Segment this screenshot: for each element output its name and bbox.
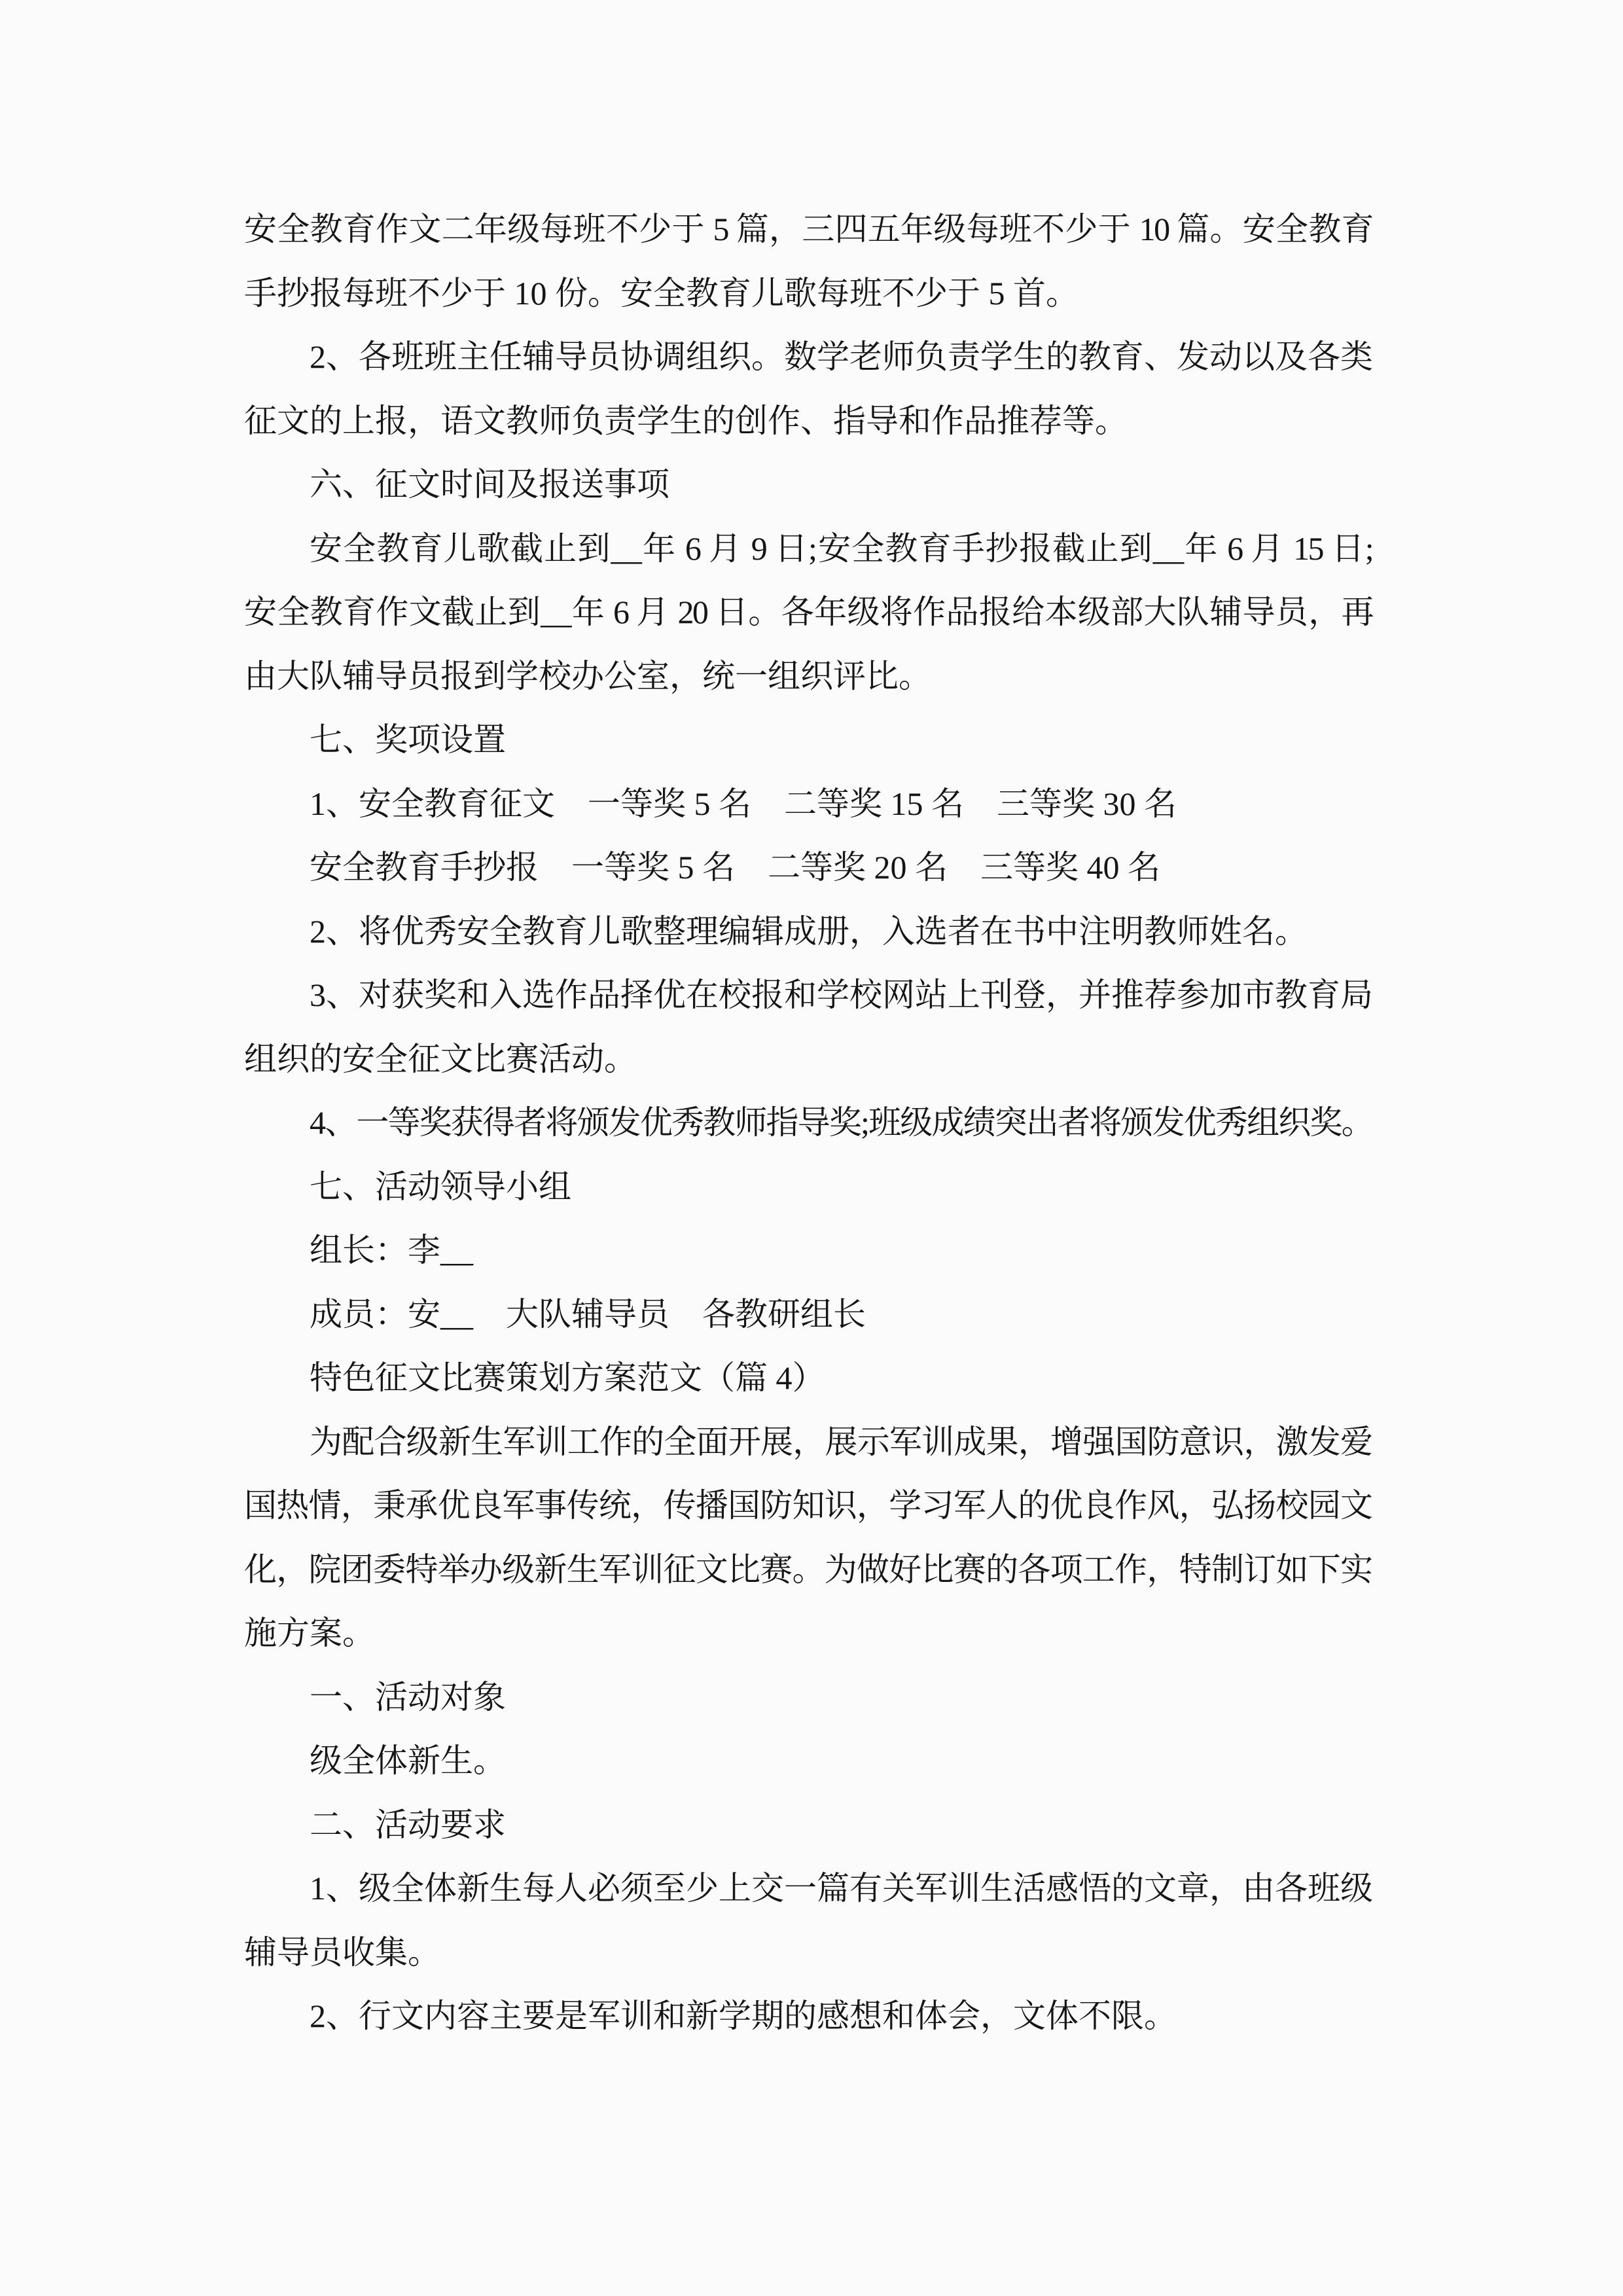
text-line: 国热情，秉承优良军事传统，传播国防知识，学习军人的优良作风，弘扬校园文 xyxy=(244,1487,1372,1524)
text-line: 安全教育作文二年级每班不少于 5 篇，三四五年级每班不少于 10 篇。安全教育 xyxy=(244,211,1372,247)
text-line: 组织的安全征文比赛活动。 xyxy=(244,1040,637,1077)
text-line: 化，院团委特举办级新生军训征文比赛。为做好比赛的各项工作，特制订如下实 xyxy=(244,1551,1372,1588)
text-line: 由大队辅导员报到学校办公室，统一组织评比。 xyxy=(244,657,931,694)
text-line: 1、安全教育征文 一等奖 5 名 二等奖 15 名 三等奖 30 名 xyxy=(310,785,1177,822)
text-line: 七、活动领导小组 xyxy=(310,1168,571,1205)
text-line: 手抄报每班不少于 10 份。安全教育儿歌每班不少于 5 首。 xyxy=(244,274,1079,312)
text-line: 1、级全体新生每人必须至少上交一篇有关军训生活感悟的文章，由各班级 xyxy=(310,1870,1372,1907)
text-line: 4、一等奖获得者将颁发优秀教师指导奖;班级成绩突出者将颁发优秀组织奖。 xyxy=(310,1104,1372,1141)
text-line: 一、活动对象 xyxy=(310,1678,506,1715)
text-line: 六、征文时间及报送事项 xyxy=(310,466,669,503)
text-line: 征文的上报，语文教师负责学生的创作、指导和作品推荐等。 xyxy=(244,402,1128,439)
text-line: 二、活动要求 xyxy=(310,1806,506,1843)
text-line: 2、行文内容主要是军训和新学期的感想和体会，文体不限。 xyxy=(310,1998,1177,2034)
text-line: 级全体新生。 xyxy=(310,1742,506,1779)
text-line: 安全教育作文截止到__年 6 月 20 日。各年级将作品报给本级部大队辅导员，再 xyxy=(244,594,1372,630)
text-line: 为配合级新生军训工作的全面开展，展示军训成果，增强国防意识，激发爱 xyxy=(310,1423,1372,1460)
text-line: 2、将优秀安全教育儿歌整理编辑成册，入选者在书中注明教师姓名。 xyxy=(310,912,1308,950)
text-line: 成员：安__ 大队辅导员 各教研组长 xyxy=(310,1295,866,1333)
text-line: 安全教育手抄报 一等奖 5 名 二等奖 20 名 三等奖 40 名 xyxy=(310,849,1160,886)
text-line: 辅导员收集。 xyxy=(244,1933,440,1971)
text-line: 特色征文比赛策划方案范文（篇 4） xyxy=(310,1359,825,1396)
text-line: 施方案。 xyxy=(244,1615,375,1651)
text-line: 2、各班班主任辅导员协调组织。数学老师负责学生的教育、发动以及各类 xyxy=(310,338,1372,375)
text-line: 七、奖项设置 xyxy=(310,721,506,758)
document-body xyxy=(244,198,1372,2049)
text-line: 安全教育儿歌截止到__年 6 月 9 日;安全教育手抄报截止到__年 6 月 15 日; xyxy=(310,529,1372,567)
text-line: 组长：李__ xyxy=(310,1232,473,1268)
text-line: 3、对获奖和入选作品择优在校报和学校网站上刊登，并推荐参加市教育局 xyxy=(310,977,1372,1013)
